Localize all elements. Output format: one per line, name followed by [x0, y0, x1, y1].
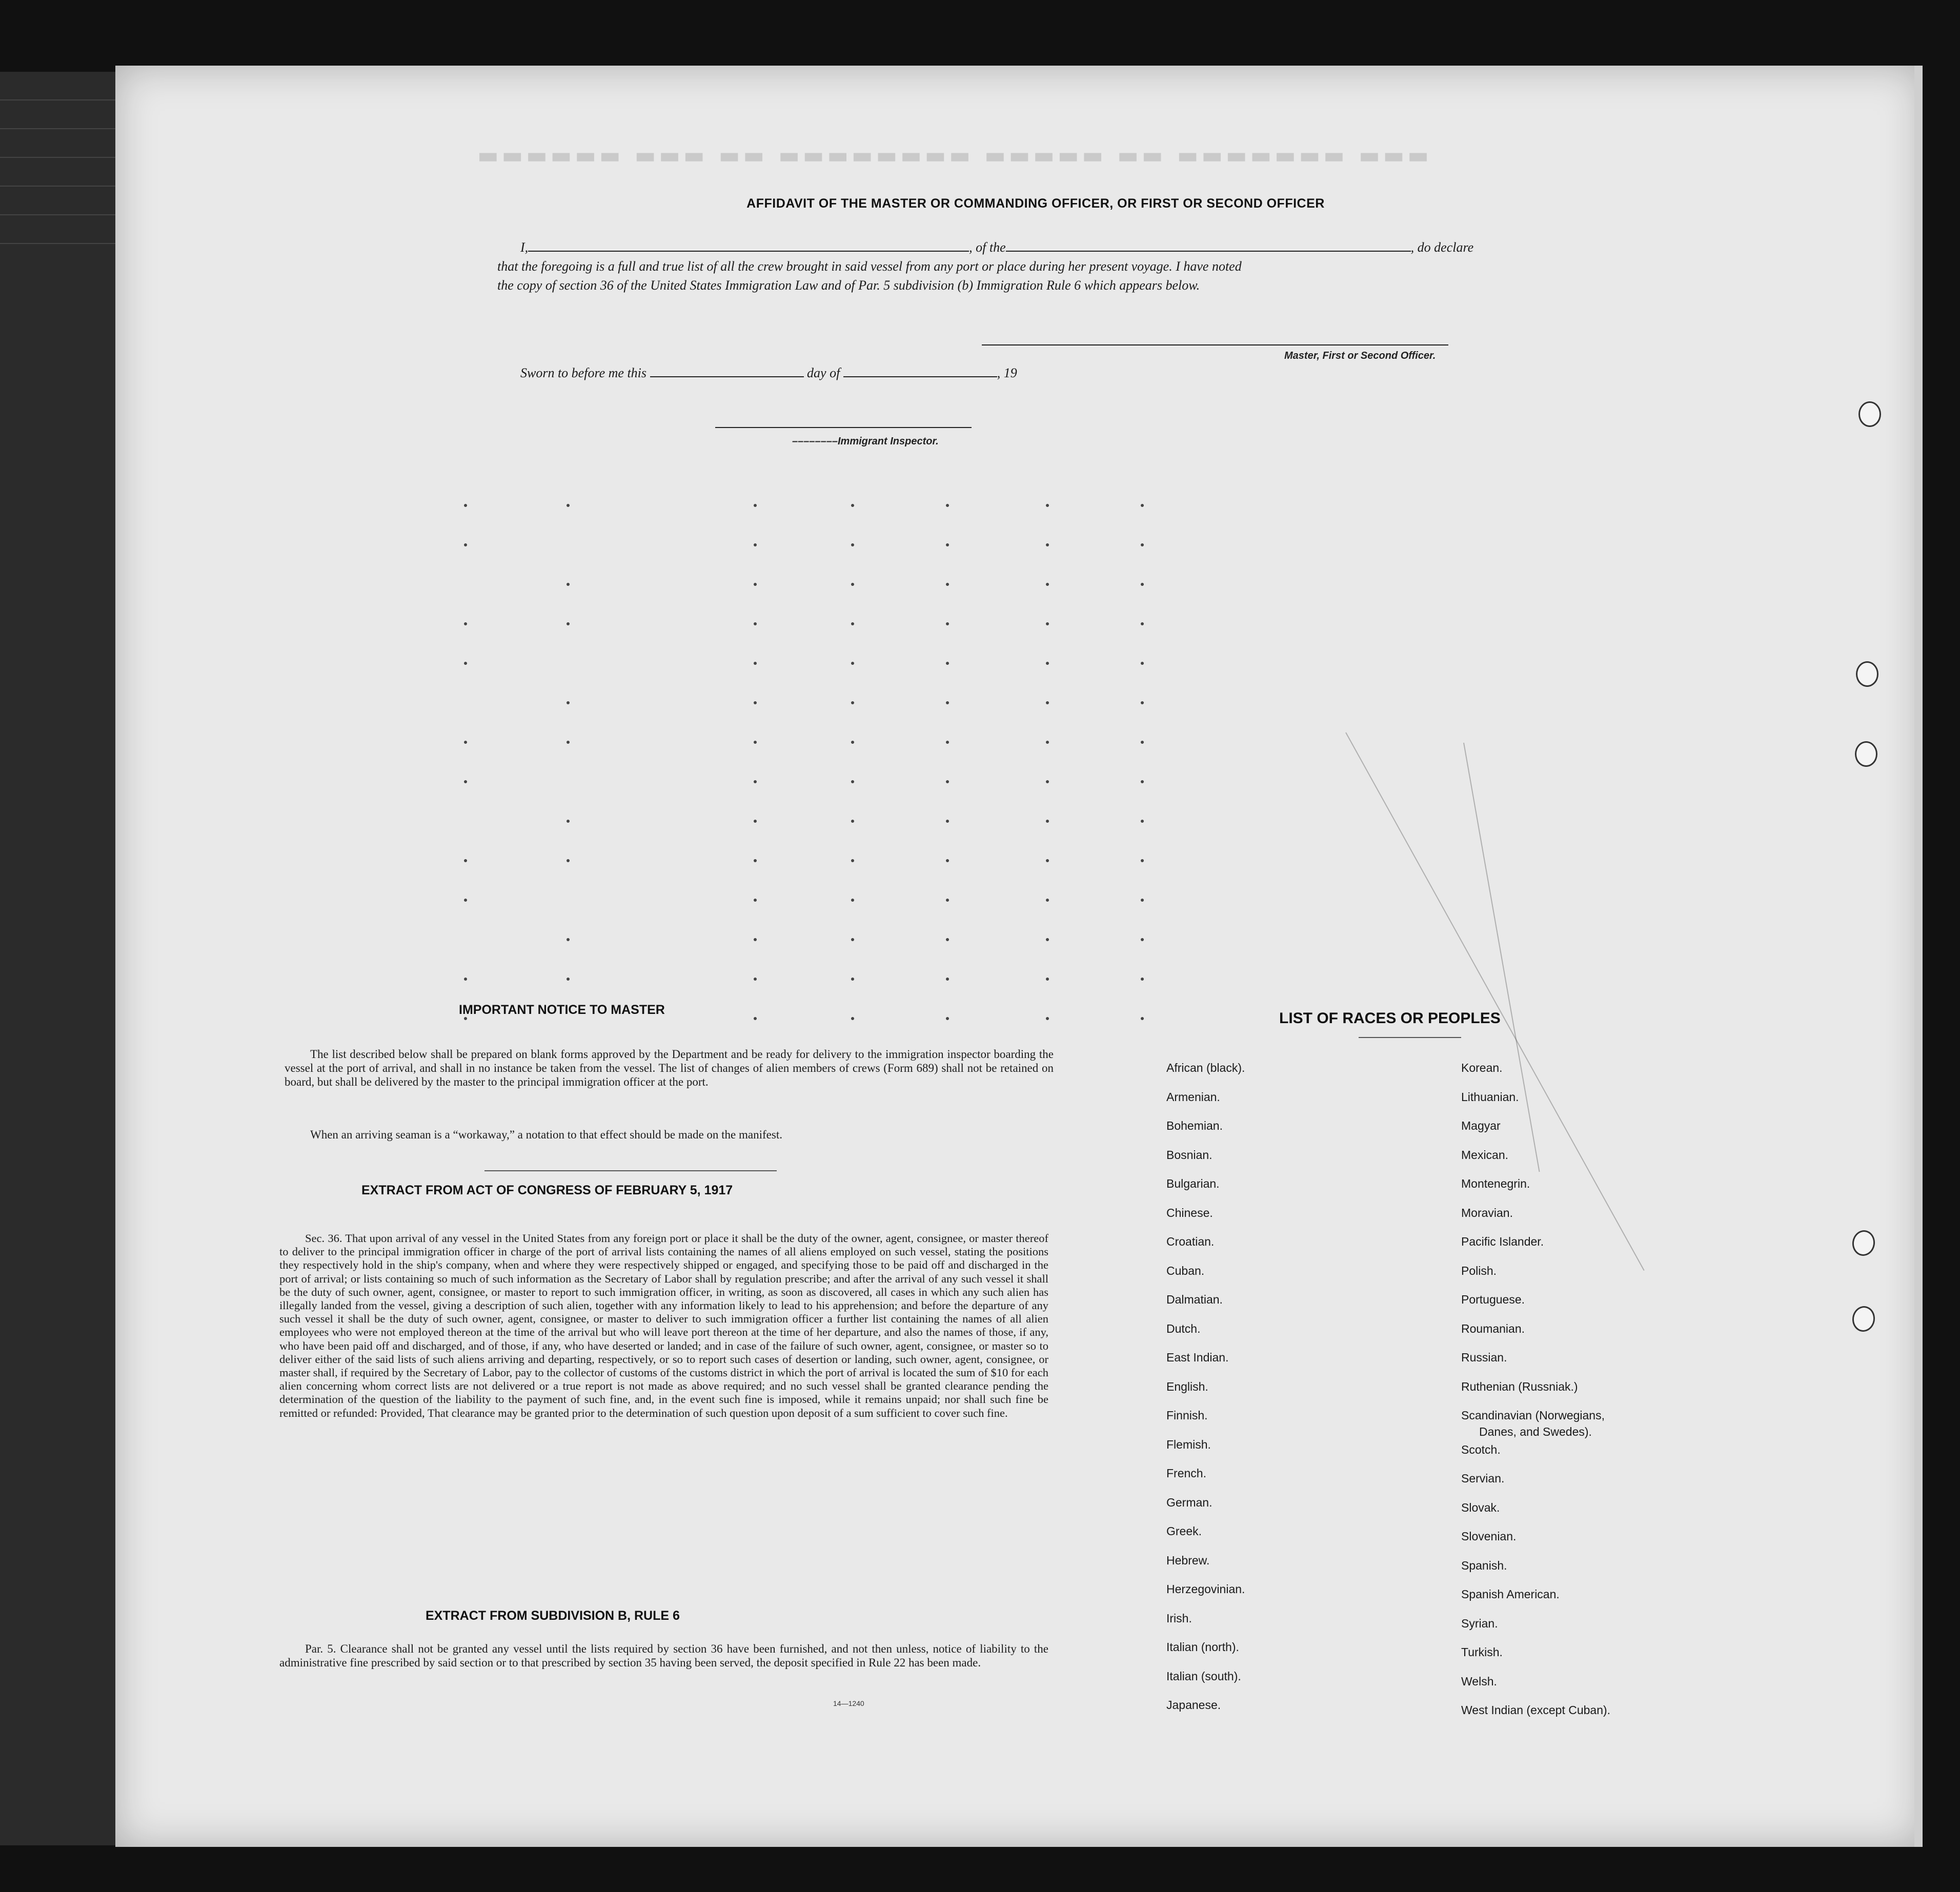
table-dot [464, 543, 467, 546]
table-dot [1141, 859, 1144, 862]
extract-rule-text: Par. 5. Clearance shall not be granted any vessel until the lists required by section 36 have been furnished, and not then unless, notice of liability to the administrative fine prescribed by said section or to that prescribed by section 35 having been served, the deposit specified in Rule 22 has been made. [279, 1642, 1048, 1669]
race-item: Irish. [1166, 1611, 1192, 1625]
race-item: Syrian. [1461, 1616, 1498, 1630]
affidavit-title: AFFIDAVIT OF THE MASTER OR COMMANDING OFFICER, OR FIRST OR SECOND OFFICER [746, 196, 1325, 211]
race-item: Croatian. [1166, 1235, 1215, 1248]
table-dot [464, 780, 467, 783]
race-item: Slovenian. [1461, 1530, 1517, 1543]
table-dot [567, 859, 570, 862]
table-dot [464, 504, 467, 507]
table-dot [851, 741, 854, 744]
table-dot [1046, 701, 1049, 704]
notice-heading: IMPORTANT NOTICE TO MASTER [459, 1003, 665, 1017]
table-dot [754, 543, 757, 546]
table-dot [946, 622, 949, 625]
table-dot [754, 938, 757, 941]
race-item: Dalmatian. [1166, 1293, 1223, 1306]
table-dot [946, 899, 949, 902]
race-item: Polish. [1461, 1264, 1497, 1277]
table-dot [754, 859, 757, 862]
table-dot [1141, 978, 1144, 981]
table-dot [851, 543, 854, 546]
table-dot [754, 701, 757, 704]
affidavit-line-3: the copy of section 36 of the United States Immigration Law and of Par. 5 subdivision (b) Immigration Rule 6 which appears below. [497, 278, 1200, 293]
table-dot [567, 938, 570, 941]
table-dot [1046, 622, 1049, 625]
table-dot [1046, 978, 1049, 981]
race-item: Magyar [1461, 1119, 1501, 1132]
table-dot [1141, 662, 1144, 665]
race-item: Hebrew. [1166, 1553, 1210, 1567]
table-dot [851, 504, 854, 507]
race-item: Scandinavian (Norwegians, [1461, 1409, 1605, 1422]
table-dot [851, 859, 854, 862]
race-item: Cuban. [1166, 1264, 1205, 1277]
race-item: French. [1166, 1467, 1206, 1480]
table-dot [851, 701, 854, 704]
table-dot [946, 701, 949, 704]
race-item: Russian. [1461, 1351, 1507, 1364]
race-item: Mexican. [1461, 1148, 1509, 1162]
table-dot [1046, 583, 1049, 586]
binder-hole [1851, 1305, 1877, 1333]
table-dot [1046, 543, 1049, 546]
table-dot [1046, 938, 1049, 941]
race-item: Spanish. [1461, 1558, 1507, 1572]
table-dot [567, 820, 570, 823]
table-dot [1046, 504, 1049, 507]
race-item: Bulgarian. [1166, 1177, 1220, 1190]
table-dot [464, 622, 467, 625]
race-item: German. [1166, 1495, 1213, 1509]
table-dot [946, 543, 949, 546]
race-item: Servian. [1461, 1472, 1505, 1485]
table-dot [754, 1017, 757, 1020]
master-caption: Master, First or Second Officer. [1284, 350, 1436, 361]
binder-hole [1856, 661, 1878, 687]
table-dot [1141, 583, 1144, 586]
table-dot [1141, 741, 1144, 744]
race-item: Danes, and Swedes). [1479, 1425, 1592, 1438]
extract-rule-heading: EXTRACT FROM SUBDIVISION B, RULE 6 [426, 1609, 680, 1623]
table-dot [851, 780, 854, 783]
race-item: Lithuanian. [1461, 1090, 1519, 1104]
table-dot [851, 899, 854, 902]
table-dot [754, 899, 757, 902]
race-item: Italian (south). [1166, 1669, 1241, 1683]
race-item: Slovak. [1461, 1500, 1500, 1514]
table-dot [946, 741, 949, 744]
table-dot [851, 622, 854, 625]
inspector-signature-line[interactable] [715, 427, 972, 428]
race-item: African (black). [1166, 1061, 1245, 1074]
table-dot [1046, 859, 1049, 862]
form-number: 14—1240 [833, 1699, 864, 1707]
race-item: English. [1166, 1379, 1208, 1393]
table-dot [754, 820, 757, 823]
table-dot [567, 622, 570, 625]
table-dot [1141, 622, 1144, 625]
table-dot [851, 978, 854, 981]
table-dot [754, 622, 757, 625]
table-dot [851, 820, 854, 823]
table-dot [946, 504, 949, 507]
race-item: West Indian (except Cuban). [1461, 1703, 1611, 1717]
table-dot [946, 1017, 949, 1020]
race-item: Greek. [1166, 1524, 1202, 1538]
race-item: Bosnian. [1166, 1148, 1213, 1162]
sworn-line: Sworn to before me this day of , 19 [520, 365, 1017, 380]
table-dot [1141, 701, 1144, 704]
table-dot [567, 583, 570, 586]
race-item: Montenegrin. [1461, 1177, 1530, 1190]
table-dot [946, 780, 949, 783]
table-dot [1046, 741, 1049, 744]
table-dot [1046, 820, 1049, 823]
notice-paragraph-1: The list described below shall be prepared on blank forms approved by the Department and be ready for delivery to the immigration inspector boarding the vessel at the port of arrival, and shall in no instance be taken from the vessel. The list of changes of alien members of crews (Form 689) shall not be retained on board, but shall be delivered by the master to the principal immigration officer at the port. [285, 1048, 1054, 1088]
table-dot [851, 583, 854, 586]
table-dot [754, 662, 757, 665]
table-dot [754, 741, 757, 744]
table-dot [1141, 780, 1144, 783]
race-item: Italian (north). [1166, 1640, 1239, 1654]
table-dot [1141, 543, 1144, 546]
race-item: Armenian. [1166, 1090, 1220, 1104]
race-item: Korean. [1461, 1061, 1503, 1074]
table-dot [464, 978, 467, 981]
race-item: Portuguese. [1461, 1293, 1525, 1306]
table-dot [1141, 899, 1144, 902]
race-item: Dutch. [1166, 1321, 1201, 1335]
bleed-through-header: ▬▬▬ ▬▬▬▬▬▬▬ ▬▬ ▬▬▬▬▬ ▬▬▬▬▬▬▬▬ ▬▬ ▬▬▬ ▬▬▬▬▬▬ [474, 143, 1429, 169]
affidavit-line-2: that the foregoing is a full and true list of all the crew brought in said vessel from any port or place during her present voyage. I have noted [497, 259, 1242, 274]
table-dot [464, 1017, 467, 1020]
table-dot [464, 859, 467, 862]
extract-act-heading: EXTRACT FROM ACT OF CONGRESS OF FEBRUARY 5, 1917 [361, 1183, 733, 1197]
table-dot [1141, 820, 1144, 823]
table-dot [1046, 662, 1049, 665]
binder-hole [1851, 1229, 1877, 1257]
binder-hole [1858, 401, 1881, 427]
table-dot [1141, 1017, 1144, 1020]
table-dot [567, 741, 570, 744]
table-dot [946, 859, 949, 862]
race-item: Chinese. [1166, 1206, 1213, 1219]
table-dot [1141, 504, 1144, 507]
race-item: Roumanian. [1461, 1321, 1525, 1335]
table-dot [1046, 1017, 1049, 1020]
affidavit-line-1: I, , of the , do declare [520, 240, 1474, 255]
races-heading: LIST OF RACES OR PEOPLES [1279, 1010, 1501, 1027]
race-item: Pacific Islander. [1461, 1235, 1544, 1248]
race-item: Scotch. [1461, 1442, 1501, 1456]
race-item: Bohemian. [1166, 1119, 1223, 1132]
table-dot [754, 978, 757, 981]
table-dot [567, 701, 570, 704]
race-item: Herzegovinian. [1166, 1582, 1245, 1596]
table-dot [946, 662, 949, 665]
manifest-back-page [115, 66, 1923, 1847]
race-item: Turkish. [1461, 1645, 1503, 1659]
race-item: Finnish. [1166, 1409, 1208, 1422]
table-dot [851, 662, 854, 665]
pencil-stroke [1463, 743, 1540, 1172]
table-dot [754, 583, 757, 586]
table-dot [1046, 780, 1049, 783]
table-dot [754, 780, 757, 783]
table-dot [567, 504, 570, 507]
table-dot [567, 978, 570, 981]
notice-paragraph-2: When an arriving seaman is a “workaway,” a notation to that effect should be made on the manifest. [310, 1128, 782, 1141]
master-signature-line[interactable] [982, 344, 1448, 345]
inspector-caption: ––––––––Immigrant Inspector. [792, 436, 939, 447]
race-item: East Indian. [1166, 1351, 1229, 1364]
race-item: Moravian. [1461, 1206, 1513, 1219]
table-dot [1046, 899, 1049, 902]
binder-hole [1855, 741, 1877, 767]
race-item: Welsh. [1461, 1674, 1497, 1688]
table-dot [464, 899, 467, 902]
table-dot [946, 820, 949, 823]
table-dot [851, 938, 854, 941]
race-item: Flemish. [1166, 1437, 1211, 1451]
table-dot [464, 662, 467, 665]
race-item: Ruthenian (Russniak.) [1461, 1379, 1578, 1393]
table-dot [946, 583, 949, 586]
table-dot [464, 741, 467, 744]
table-dot [1141, 938, 1144, 941]
extract-act-text: Sec. 36. That upon arrival of any vessel in the United States from any foreign port or place it shall be the duty of the owner, agent, consignee, or master thereof to deliver to the principal immigration officer in charge of the port of arrival lists containing the names of all aliens employed on such vessel, stating the positions they respectively hold in the ship's company, when and where they were respectively shipped or engaged, and specifying those to be paid off and discharged in the port of arrival; or lists containing so much of such information as the Secretary of Labor shall by regulation prescribe; and after the arrival of any such vessel it shall be the duty of such owner, agent, consignee, or master to report to such immigration officer, in writing, as soon as discovered, all cases in which any such alien has illegally landed from the vessel, giving a description of such alien, together with any information likely to lead to his apprehension; and before the departure of any such vessel it shall be the duty of such owner, agent, consignee, or master to deliver to such immigration officer a further list containing the names of all alien employees who were not employed thereon at the time of the arrival but who will leave port thereon at the time of her departure, and also the names of those, if any, who have been paid off and discharged, and of those, if any, who have deserted or landed; and in case of the failure of such owner, agent, consignee, or master so to deliver either of the said lists of such aliens arriving and departing, respectively, or so to report such cases of desertion or landing, such owner, agent, consignee, or master shall, if required by the Secretary of Labor, pay to the collector of customs of the customs district in which the port of arrival is located the sum of $10 for each alien concerning whom correct lists are not delivered or a true report is not made as above required; and no such vessel shall be granted clearance pending the determination of the question of the liability to the payment of such fine, and, in the event such fine is imposed, while it remains unpaid; nor shall such fine be remitted or refunded: Provided, That clearance may be granted prior to the determination of such question upon deposit of a sum sufficient to cover such fine. [279, 1232, 1048, 1419]
underlying-page-strip [0, 72, 123, 1845]
table-dot [946, 938, 949, 941]
race-item: Japanese. [1166, 1698, 1221, 1712]
table-dot [946, 978, 949, 981]
table-dot [851, 1017, 854, 1020]
table-dot [754, 504, 757, 507]
race-item: Spanish American. [1461, 1588, 1560, 1601]
